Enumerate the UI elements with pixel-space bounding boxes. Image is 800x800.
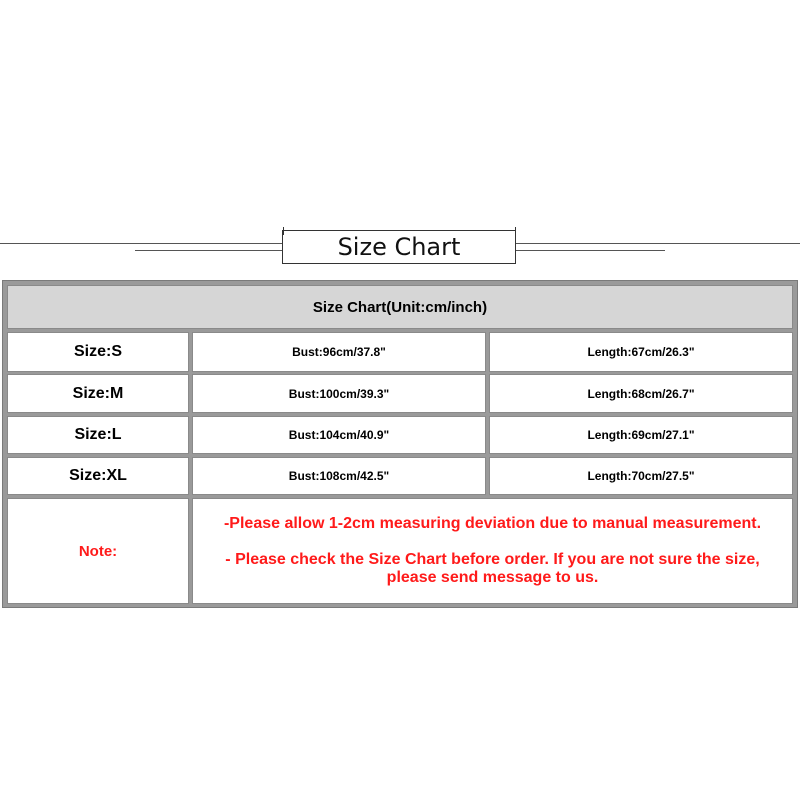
banner-title: Size Chart xyxy=(337,233,461,261)
bust-value-s: Bust:96cm/37.8" xyxy=(192,332,486,372)
bust-value-xl: Bust:108cm/42.5" xyxy=(192,457,486,495)
size-chart-banner xyxy=(0,228,800,268)
table-header: Size Chart(Unit:cm/inch) xyxy=(7,285,793,329)
note-line-deviation: -Please allow 1-2cm measuring deviation due to manual measurement. xyxy=(223,515,762,532)
note-label: Note: xyxy=(7,498,189,604)
length-value-s: Length:67cm/26.3" xyxy=(489,332,793,372)
size-label-xl: Size:XL xyxy=(7,457,189,495)
note-line-message: please send message to us. xyxy=(386,569,599,586)
length-value-m: Length:68cm/26.7" xyxy=(489,374,793,413)
bust-value-l: Bust:104cm/40.9" xyxy=(192,416,486,454)
note-line-check: - Please check the Size Chart before order. If you are not sure the size, xyxy=(225,551,760,568)
banner-title-box xyxy=(282,230,516,264)
size-label-s: Size:S xyxy=(7,332,189,372)
size-chart-table xyxy=(2,280,798,608)
note-content xyxy=(192,498,793,604)
length-value-xl: Length:70cm/27.5" xyxy=(489,457,793,495)
size-label-l: Size:L xyxy=(7,416,189,454)
length-value-l: Length:69cm/27.1" xyxy=(489,416,793,454)
size-label-m: Size:M xyxy=(7,374,189,413)
bust-value-m: Bust:100cm/39.3" xyxy=(192,374,486,413)
